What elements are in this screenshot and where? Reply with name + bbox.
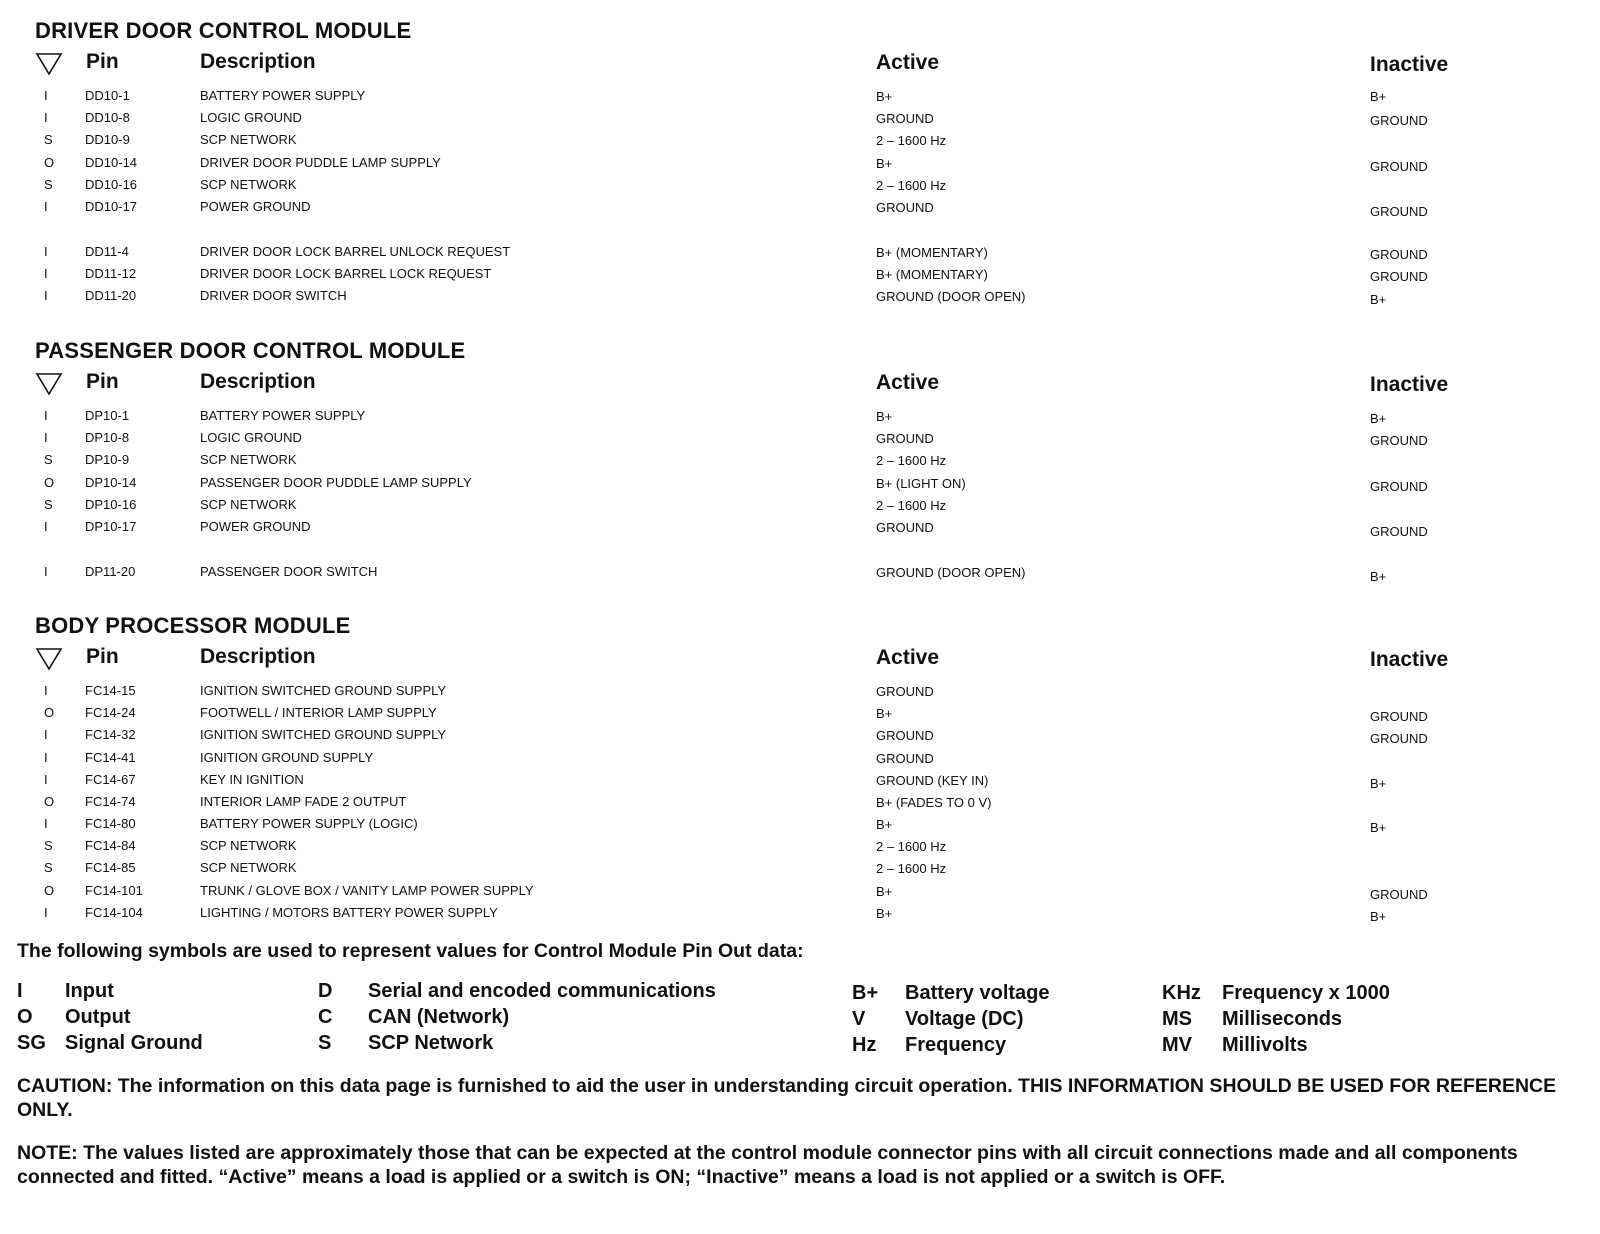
table-row [0,838,1600,860]
pin-type: O [44,883,55,898]
legend-symbol: MS [1162,1008,1192,1030]
table-row [0,683,1600,705]
table-row [0,199,1600,221]
table-row [0,564,1600,586]
pin-id: DD11-12 [85,266,137,281]
column-header-pin: Pin [86,645,119,668]
legend-symbol: B+ [852,982,879,1004]
inactive-value: GROUND [1370,247,1428,262]
active-value: GROUND (KEY IN) [876,773,989,788]
active-value: B+ [876,409,893,424]
inactive-value: GROUND [1370,709,1428,724]
table-row [0,177,1600,199]
pin-type: I [44,408,48,423]
pin-description: TRUNK / GLOVE BOX / VANITY LAMP POWER SUPPLY [200,883,534,898]
legend-definition: Signal Ground [65,1032,203,1054]
legend-definition: Milliseconds [1222,1008,1343,1030]
active-value: GROUND (DOOR OPEN) [876,289,1026,304]
column-header-pin: Pin [86,370,119,393]
active-value: GROUND [876,520,934,535]
pin-id: FC14-104 [85,905,143,920]
table-row [0,288,1600,310]
active-value: GROUND [876,111,934,126]
pin-description: SCP NETWORK [200,132,297,147]
pin-id: DD10-1 [85,88,130,103]
table-row [0,816,1600,838]
pin-id: DD10-14 [85,155,138,170]
table-row [0,497,1600,519]
column-header-description: Description [200,50,316,73]
inactive-value: GROUND [1370,524,1428,539]
pin-id: DP10-8 [85,430,130,445]
section-title: PASSENGER DOOR CONTROL MODULE [35,338,466,363]
pin-description: IGNITION SWITCHED GROUND SUPPLY [200,683,447,698]
pin-type: I [44,288,48,303]
pin-id: DD10-16 [85,177,138,192]
inactive-value: GROUND [1370,887,1428,902]
pin-id: DP10-1 [85,408,130,423]
pin-description: FOOTWELL / INTERIOR LAMP SUPPLY [200,705,437,720]
pin-id: FC14-41 [85,750,136,765]
pin-id: FC14-101 [85,883,143,898]
pin-description: BATTERY POWER SUPPLY (LOGIC) [200,816,418,831]
table-row [0,727,1600,749]
active-value: GROUND [876,200,934,215]
legend-definition: SCP Network [368,1032,494,1054]
column-header-inactive: Inactive [1370,648,1449,671]
active-value: B+ (LIGHT ON) [876,476,966,491]
legend-symbol: O [17,1006,33,1028]
inactive-value: GROUND [1370,204,1428,219]
pin-description: LOGIC GROUND [200,110,302,125]
pin-description: SCP NETWORK [200,452,297,467]
legend-symbol: KHz [1162,982,1201,1004]
legend-definition: Voltage (DC) [905,1008,1024,1030]
legend-symbol: S [318,1032,332,1054]
pin-type: I [44,564,48,579]
legend-definition: CAN (Network) [368,1006,510,1028]
table-row [0,475,1600,497]
table-row [0,408,1600,430]
pin-id: DP10-17 [85,519,137,534]
pin-description: SCP NETWORK [200,860,297,875]
active-value: 2 – 1600 Hz [876,178,947,193]
pin-type: I [44,772,48,787]
pin-type: S [44,860,53,875]
active-value: GROUND [876,751,934,766]
column-header-active: Active [876,646,940,669]
legend-definition: Input [65,980,114,1002]
pin-description: PASSENGER DOOR PUDDLE LAMP SUPPLY [200,475,472,490]
pin-type: O [44,475,55,490]
legend-symbol: I [17,980,23,1002]
active-value: 2 – 1600 Hz [876,133,947,148]
pin-type: S [44,132,53,147]
pin-type: I [44,683,48,698]
legend-definition: Millivolts [1222,1034,1308,1056]
pin-description: KEY IN IGNITION [200,772,304,787]
inactive-value: B+ [1370,909,1387,924]
inactive-value: GROUND [1370,433,1428,448]
pin-type: I [44,750,48,765]
table-row [0,132,1600,154]
pin-description: IGNITION GROUND SUPPLY [200,750,374,765]
caution-text: CAUTION: The information on this data page is furnished to aid the user in understanding circuit operation. THIS INFORMATION SHOULD BE USED FOR REFERENCE ONLY. [17,1075,1557,1121]
legend-definition: Serial and encoded communications [368,980,716,1002]
table-row [0,244,1600,266]
pin-id: FC14-84 [85,838,136,853]
pin-type: I [44,727,48,742]
active-value: B+ (FADES TO 0 V) [876,795,992,810]
active-value: B+ [876,89,893,104]
active-value: GROUND [876,728,934,743]
legend-symbol: C [318,1006,333,1028]
active-value: GROUND [876,431,934,446]
pin-id: FC14-67 [85,772,136,787]
active-value: B+ [876,906,893,921]
pin-id: DP10-14 [85,475,137,490]
legend-definition: Battery voltage [905,982,1050,1004]
pin-id: DD10-17 [85,199,138,214]
type-triangle-icon [35,52,63,76]
column-header-active: Active [876,51,940,74]
table-row [0,883,1600,905]
pin-description: SCP NETWORK [200,838,297,853]
pin-description: BATTERY POWER SUPPLY [200,88,366,103]
inactive-value: B+ [1370,292,1387,307]
table-row [0,266,1600,288]
active-value: 2 – 1600 Hz [876,861,947,876]
table-row [0,430,1600,452]
pin-description: LIGHTING / MOTORS BATTERY POWER SUPPLY [200,905,498,920]
pin-type: O [44,794,55,809]
column-header-pin: Pin [86,50,119,73]
active-value: B+ [876,817,893,832]
legend-symbol: SG [17,1032,46,1054]
pin-id: FC14-80 [85,816,136,831]
legend-definition: Frequency x 1000 [1222,982,1390,1004]
column-header-description: Description [200,370,316,393]
pin-description: DRIVER DOOR LOCK BARREL UNLOCK REQUEST [200,244,511,259]
table-row [0,772,1600,794]
pin-description: SCP NETWORK [200,177,297,192]
pin-type: S [44,452,53,467]
inactive-value: GROUND [1370,159,1428,174]
legend-symbol: Hz [852,1034,877,1056]
table-row [0,452,1600,474]
pin-id: FC14-74 [85,794,136,809]
inactive-value: B+ [1370,569,1387,584]
pin-description: SCP NETWORK [200,497,297,512]
pin-type: I [44,88,48,103]
pin-id: DP10-9 [85,452,130,467]
table-row [0,750,1600,772]
table-row [0,519,1600,541]
active-value: GROUND [876,684,934,699]
legend-symbol: D [318,980,333,1002]
table-row [0,88,1600,110]
active-value: B+ [876,884,893,899]
active-value: GROUND (DOOR OPEN) [876,565,1026,580]
pin-type: I [44,244,48,259]
pin-description: BATTERY POWER SUPPLY [200,408,366,423]
active-value: 2 – 1600 Hz [876,453,947,468]
pin-id: FC14-85 [85,860,136,875]
pin-description: DRIVER DOOR LOCK BARREL LOCK REQUEST [200,266,492,281]
pin-description: PASSENGER DOOR SWITCH [200,564,378,579]
type-triangle-icon [35,647,63,671]
pin-description: POWER GROUND [200,199,311,214]
pin-id: DD11-20 [85,288,137,303]
pin-id: FC14-15 [85,683,136,698]
type-triangle-icon [35,372,63,396]
table-row [0,705,1600,727]
pin-id: FC14-32 [85,727,136,742]
active-value: B+ [876,156,893,171]
pin-id: DP11-20 [85,564,136,579]
pin-type: I [44,519,48,534]
inactive-value: GROUND [1370,731,1428,746]
column-header-active: Active [876,371,940,394]
column-header-description: Description [200,645,316,668]
active-value: 2 – 1600 Hz [876,498,947,513]
pin-id: DD10-8 [85,110,130,125]
pin-description: IGNITION SWITCHED GROUND SUPPLY [200,727,447,742]
note-text: NOTE: The values listed are approximately those that can be expected at the control module connector pins with all circuit connections made and all components connected and fitted. “Active” means a load is applied or a switch is ON; “Inactive” means a load is not applied or a switch is OFF. [17,1142,1518,1188]
inactive-value: GROUND [1370,479,1428,494]
pin-id: DP10-16 [85,497,137,512]
table-row [0,860,1600,882]
pin-id: DD10-9 [85,132,130,147]
pin-type: I [44,905,48,920]
section-title: BODY PROCESSOR MODULE [35,613,351,638]
table-row [0,794,1600,816]
legend-symbol: V [852,1008,866,1030]
legend-definition: Output [65,1006,131,1028]
table-row [0,155,1600,177]
pin-description: LOGIC GROUND [200,430,302,445]
pin-type: I [44,816,48,831]
legend-definition: Frequency [905,1034,1007,1056]
inactive-value: GROUND [1370,113,1428,128]
pin-type: S [44,497,53,512]
pin-type: S [44,838,53,853]
inactive-value: B+ [1370,820,1387,835]
column-header-inactive: Inactive [1370,53,1449,76]
inactive-value: B+ [1370,776,1387,791]
pin-type: S [44,177,53,192]
pin-type: I [44,430,48,445]
pin-type: I [44,266,48,281]
pin-type: I [44,110,48,125]
pin-type: O [44,705,55,720]
table-row [0,110,1600,132]
pin-description: DRIVER DOOR SWITCH [200,288,347,303]
pin-id: DD11-4 [85,244,129,259]
pin-description: INTERIOR LAMP FADE 2 OUTPUT [200,794,407,809]
column-header-inactive: Inactive [1370,373,1449,396]
active-value: 2 – 1600 Hz [876,839,947,854]
legend-title: The following symbols are used to represent values for Control Module Pin Out data: [17,940,804,962]
active-value: B+ [876,706,893,721]
section-title: DRIVER DOOR CONTROL MODULE [35,18,412,43]
inactive-value: B+ [1370,411,1387,426]
pin-description: DRIVER DOOR PUDDLE LAMP SUPPLY [200,155,441,170]
active-value: B+ (MOMENTARY) [876,245,988,260]
inactive-value: GROUND [1370,269,1428,284]
pin-description: POWER GROUND [200,519,311,534]
pin-type: I [44,199,48,214]
pin-type: O [44,155,55,170]
table-row [0,905,1600,927]
pin-id: FC14-24 [85,705,136,720]
legend-symbol: MV [1162,1034,1192,1056]
inactive-value: B+ [1370,89,1387,104]
active-value: B+ (MOMENTARY) [876,267,988,282]
